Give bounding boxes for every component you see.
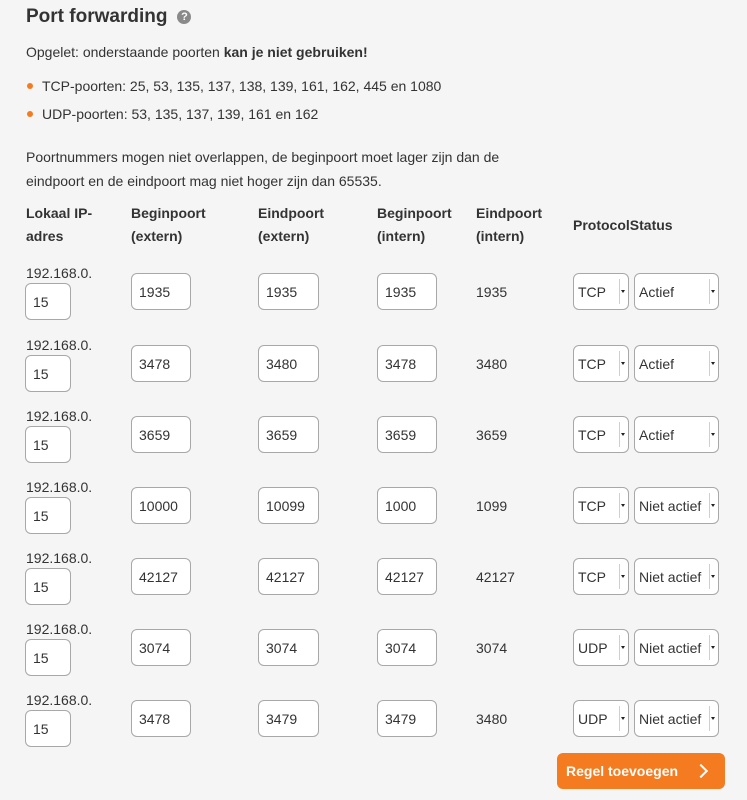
int-end-port: 3480 [476, 356, 508, 372]
table-row [0, 265, 747, 336]
table-row [0, 550, 747, 621]
protocol-value: TCP [578, 568, 606, 585]
status-value: Niet actief [639, 568, 702, 585]
int-begin-port-input[interactable] [377, 558, 437, 595]
col-header-ext-begin-line2: (extern) [131, 228, 183, 244]
col-header-status: Status [629, 217, 673, 233]
help-icon[interactable]: ? [177, 10, 191, 24]
protocol-value: TCP [578, 497, 606, 514]
int-begin-port-input[interactable] [377, 487, 437, 524]
ip-prefix: 192.168.0. [26, 692, 93, 708]
chevron-right-icon [694, 764, 708, 778]
ip-last-octet-input[interactable] [25, 568, 71, 605]
col-header-int-end-line2: (intern) [476, 228, 525, 244]
protocol-select[interactable] [573, 700, 629, 737]
ext-end-port-input[interactable] [258, 700, 319, 737]
ext-begin-port-input[interactable] [131, 345, 191, 382]
col-header-int-begin-line2: (intern) [377, 228, 426, 244]
port-rules-note: Poortnummers mogen niet overlappen, de beginpoort moet lager zijn dan de eindpoort en de eindpoort mag niet hoger zijn dan 65535. [26, 149, 500, 189]
table-row [0, 337, 747, 408]
protocol-select[interactable] [573, 273, 629, 310]
ext-end-port-input[interactable] [258, 487, 319, 524]
col-header-ext-end [258, 202, 324, 248]
status-select[interactable] [634, 416, 719, 453]
protocol-value: TCP [578, 355, 606, 372]
ip-prefix: 192.168.0. [26, 550, 93, 566]
int-begin-port-input[interactable] [377, 345, 437, 382]
chevron-down-icon [709, 564, 716, 589]
int-begin-port-input[interactable] [377, 273, 437, 310]
ip-last-octet-input[interactable] [25, 283, 71, 320]
col-header-ip-line2: adres [26, 228, 64, 244]
warning-prefix: Opgelet: onderstaande poorten [26, 44, 224, 60]
udp-ports-item: UDP-poorten: 53, 135, 137, 139, 161 en 162 [26, 105, 441, 133]
ext-begin-port-input[interactable] [131, 700, 191, 737]
ext-begin-port-input[interactable] [131, 629, 191, 666]
page-header [26, 6, 191, 28]
col-header-int-end-line1: Eindpoort [476, 205, 543, 221]
int-begin-port-input[interactable] [377, 629, 437, 666]
protocol-select[interactable] [573, 345, 629, 382]
protocol-select[interactable] [573, 416, 629, 453]
page-title: Port forwarding [26, 6, 168, 27]
int-end-port: 3659 [476, 427, 508, 443]
col-header-protocol-status [573, 214, 673, 237]
status-select[interactable] [634, 629, 719, 666]
chevron-down-icon [709, 706, 716, 731]
ext-end-port-input[interactable] [258, 273, 319, 310]
ip-last-octet-input[interactable] [25, 355, 71, 392]
ext-begin-port-input[interactable] [131, 416, 191, 453]
int-end-port: 3480 [476, 711, 508, 727]
col-header-int-end [476, 202, 542, 248]
status-select[interactable] [634, 487, 719, 524]
add-rule-button[interactable] [557, 753, 725, 789]
chevron-down-icon [709, 351, 716, 376]
table-row [0, 621, 747, 692]
int-end-port: 42127 [476, 569, 515, 585]
protocol-value: UDP [578, 710, 608, 727]
ext-begin-port-input[interactable] [131, 487, 191, 524]
chevron-down-icon [619, 635, 626, 660]
ip-prefix: 192.168.0. [26, 265, 93, 281]
int-begin-port-input[interactable] [377, 416, 437, 453]
col-header-ip-line1: Lokaal IP- [26, 205, 93, 221]
col-header-ip [26, 202, 92, 248]
col-header-ext-end-line1: Eindpoort [258, 205, 325, 221]
int-end-port: 1935 [476, 284, 508, 300]
chevron-down-icon [709, 422, 716, 447]
protocol-value: TCP [578, 283, 606, 300]
status-value: Niet actief [639, 639, 702, 656]
chevron-down-icon [619, 706, 626, 731]
ext-begin-port-input[interactable] [131, 558, 191, 595]
chevron-down-icon [709, 279, 716, 304]
status-value: Niet actief [639, 497, 702, 514]
ext-end-port-input[interactable] [258, 629, 319, 666]
int-end-port: 1099 [476, 498, 508, 514]
chevron-down-icon [709, 635, 716, 660]
status-select[interactable] [634, 345, 719, 382]
status-value: Actief [639, 426, 675, 443]
chevron-down-icon [619, 422, 626, 447]
chevron-down-icon [619, 279, 626, 304]
ext-end-port-input[interactable] [258, 558, 319, 595]
int-end-port: 3074 [476, 640, 508, 656]
status-select[interactable] [634, 558, 719, 595]
status-select[interactable] [634, 700, 719, 737]
ext-end-port-input[interactable] [258, 416, 319, 453]
col-header-ext-begin [131, 202, 206, 248]
ext-begin-port-input[interactable] [131, 273, 191, 310]
ip-prefix: 192.168.0. [26, 408, 93, 424]
col-header-protocol: Protocol [573, 217, 630, 233]
protocol-select[interactable] [573, 558, 629, 595]
status-select[interactable] [634, 273, 719, 310]
ip-prefix: 192.168.0. [26, 479, 93, 495]
col-header-int-begin [377, 202, 452, 248]
status-value: Niet actief [639, 710, 702, 727]
tcp-ports-item: TCP-poorten: 25, 53, 135, 137, 138, 139, 161, 162, 445 en 1080 [26, 77, 441, 105]
col-header-ext-begin-line1: Beginpoort [131, 205, 206, 221]
status-value: Actief [639, 283, 675, 300]
ip-prefix: 192.168.0. [26, 621, 93, 637]
chevron-down-icon [709, 493, 716, 518]
ip-last-octet-input[interactable] [25, 497, 71, 534]
ip-last-octet-input[interactable] [25, 639, 71, 676]
status-value: Actief [639, 355, 675, 372]
protocol-select[interactable] [573, 629, 629, 666]
chevron-down-icon [619, 493, 626, 518]
ip-prefix: 192.168.0. [26, 337, 93, 353]
protocol-value: TCP [578, 426, 606, 443]
chevron-down-icon [619, 351, 626, 376]
int-begin-port-input[interactable] [377, 700, 437, 737]
ip-last-octet-input[interactable] [25, 426, 71, 463]
col-header-int-begin-line1: Beginpoort [377, 205, 452, 221]
blocked-ports-list [26, 77, 441, 133]
table-row [0, 408, 747, 479]
protocol-select[interactable] [573, 487, 629, 524]
add-rule-label: Regel toevoegen [566, 763, 679, 779]
col-header-ext-end-line2: (extern) [258, 228, 310, 244]
warning-bold: kan je niet gebruiken! [223, 44, 368, 60]
table-row [0, 479, 747, 550]
chevron-down-icon [619, 564, 626, 589]
ext-end-port-input[interactable] [258, 345, 319, 382]
ip-last-octet-input[interactable] [25, 710, 71, 747]
warning-text [26, 44, 368, 60]
protocol-value: UDP [578, 639, 608, 656]
